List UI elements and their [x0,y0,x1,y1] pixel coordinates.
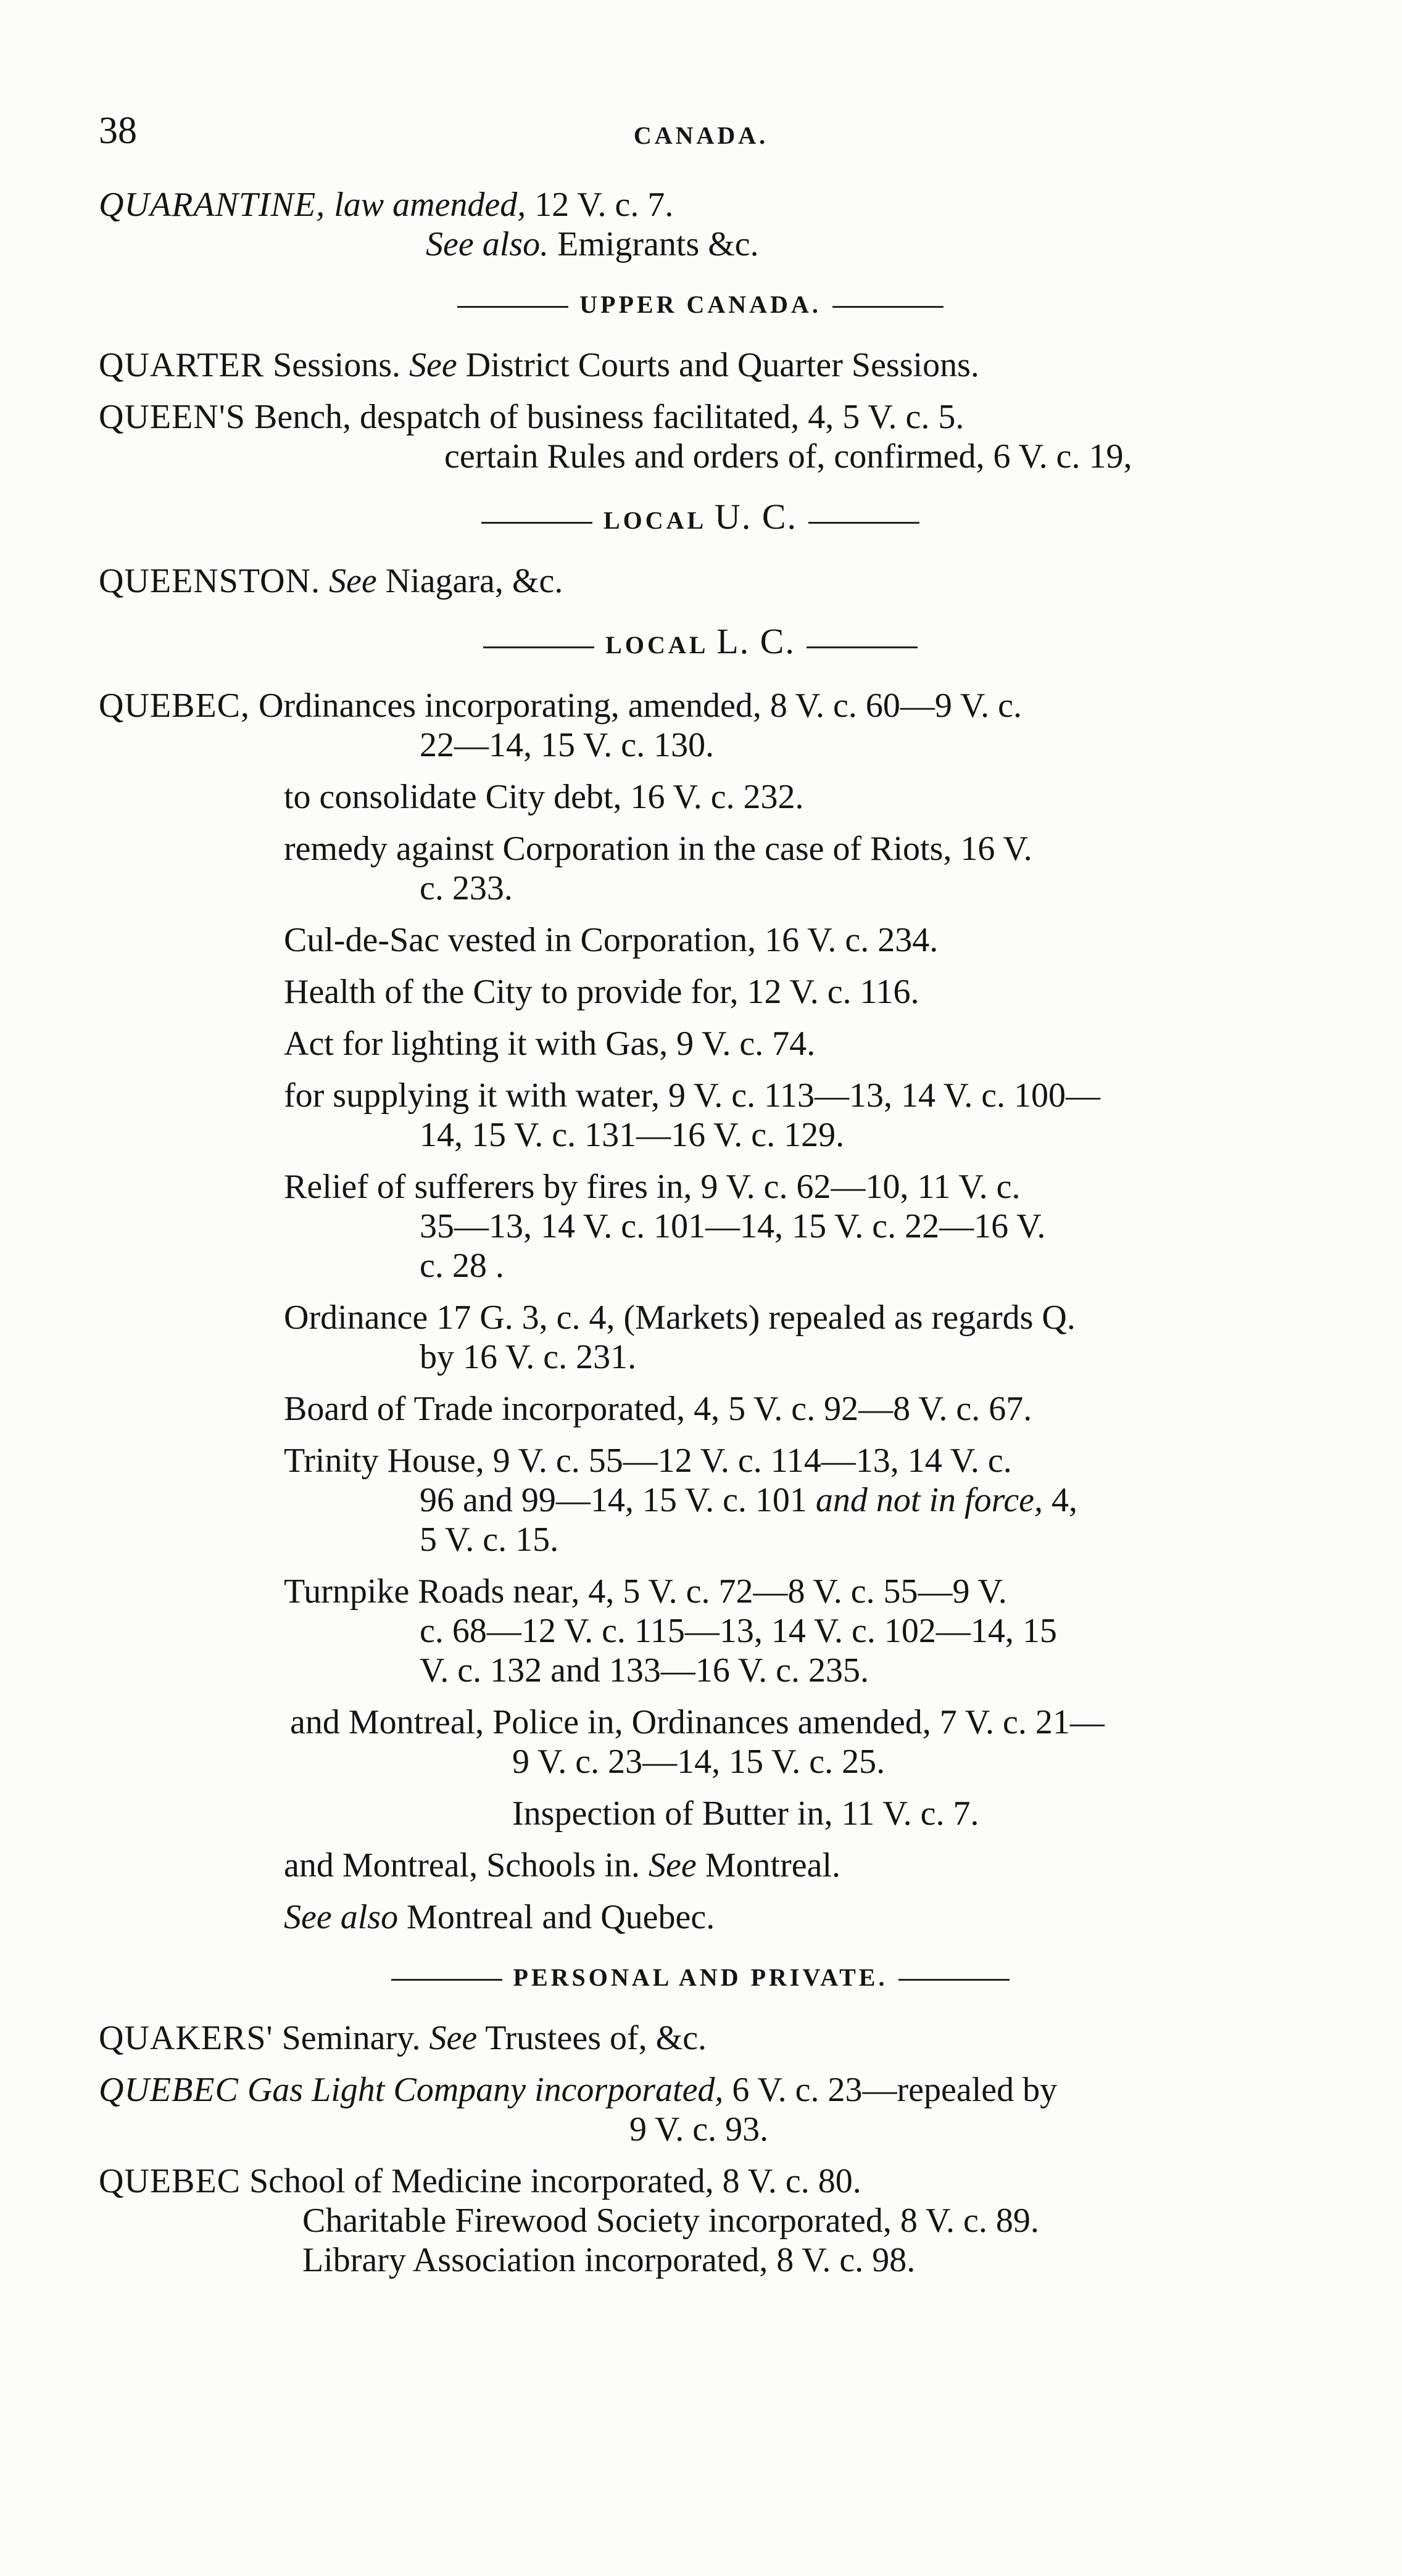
sub-text: and Montreal, Schools in. [284,1846,649,1885]
section-rule-left [483,646,594,648]
entry-head: QUEBEC [99,2162,241,2200]
page-header [99,111,1303,154]
section-local-uc [99,497,1302,540]
entry-head: QUEBEC, [99,687,250,725]
entry-quebec-gas-light [99,2070,1302,2149]
entry-text: law amended, [325,186,526,224]
running-title: CANADA. [633,122,769,149]
see-label: See [429,2019,478,2057]
index-content [99,185,1302,2292]
sub-line-cont: 14, 15 V. c. 131—16 V. c. 129. [420,1116,845,1154]
entry-subline: Library Association incorporated, 8 V. c. 98. [302,2241,916,2279]
see-also-label: See also. [426,225,549,263]
sub-line-cont: 5 V. c. 15. [420,1521,559,1559]
sub-line: Cul-de-Sac vested in Corporation, 16 V. c. 234. [284,921,939,959]
sub-line-cont: 35—13, 14 V. c. 101—14, 15 V. c. 22—16 V. [420,1207,1046,1245]
see-text: Montreal. [696,1846,841,1885]
entry-quebec-school [99,2161,1302,2280]
sub-trinity-house [284,1441,1302,1559]
section-big: L. C. [716,621,795,661]
entry-text: School of Medicine incorporated, 8 V. c. 80. [241,2162,861,2200]
sub-gas-lighting [284,1024,1302,1063]
entry-subline: certain Rules and orders of, confirmed, 6 V. c. 19, [444,437,1132,476]
sub-cul-de-sac [284,920,1302,960]
page-number: 38 [99,110,137,152]
entry-subline: Charitable Firewood Society incorporated, 8 V. c. 89. [302,2202,1039,2240]
section-rule-right [898,1979,1010,1981]
sub-line: remedy against Corporation in the case of Riots, 16 V. [284,830,1032,868]
sub-line: Ordinance 17 G. 3, c. 4, (Markets) repealed as regards Q. [284,1298,1076,1337]
sub-line-cont [420,1480,1302,1520]
sub-turnpike-roads [284,1572,1302,1690]
section-rule-left [481,522,592,524]
sub-water [284,1076,1302,1155]
entry-text-cont: 22—14, 15 V. c. 130. [420,726,715,764]
entry-text: Ordinances incorporating, amended, 8 V. c. 60—9 V. c. [250,687,1022,725]
entry-quakers [99,2018,1302,2058]
sub-line-cont: by 16 V. c. 231. [420,1338,637,1376]
sub-fires-relief [284,1167,1302,1286]
entry-text: 6 V. c. 23—repealed by [723,2071,1058,2109]
see-also-text: Emigrants &c. [549,225,759,263]
sub-line: Inspection of Butter in, 11 V. c. 7. [512,1794,979,1833]
section-rule-left [391,1979,502,1981]
sub-line: Health of the City to provide for, 12 V. c. 116. [284,973,919,1011]
section-rule-left [457,306,568,308]
sub-line-cont: 9 V. c. 23—14, 15 V. c. 25. [512,1743,886,1781]
see-text: Trustees of, &c. [477,2019,707,2057]
sub-line: to consolidate City debt, 16 V. c. 232. [284,778,804,816]
sub-board-of-trade [284,1389,1302,1429]
sub-montreal-police [290,1703,1302,1781]
entry-queenston [99,561,1302,601]
section-small: LOCAL [605,631,708,659]
sub-line-cont: c. 233. [420,869,513,907]
sub-line: Board of Trade incorporated, 4, 5 V. c. 92—8 V. c. 67. [284,1390,1032,1428]
entry-text: Sessions. [264,346,410,384]
sub-line: and Montreal, Police in, Ordinances amended, 7 V. c. 21— [290,1703,1105,1741]
entry-head: QUEEN'S [99,398,246,436]
sub-riots [284,829,1302,908]
see-also-label: See also [284,1898,399,1936]
entry-head: QUARANTINE, [99,186,326,224]
see-label: See [328,562,377,600]
sub-markets-ordinance [284,1298,1302,1377]
entry-ref: 12 V. c. 7. [526,186,674,224]
entry-head: QUARTER [99,346,265,384]
section-title: UPPER CANADA. [579,291,821,318]
entry-quarter [99,345,1302,385]
sub-text: 96 and 99—14, 15 V. c. 101 [420,1481,816,1519]
entry-text: Bench, despatch of business facilitated, 4, 5 V. c. 5. [245,398,964,436]
sub-text-italic: and not in force, [815,1481,1043,1519]
section-rule-right [807,646,918,648]
section-small: LOCAL [603,506,705,534]
see-label: See [409,346,457,384]
see-label: See [649,1846,697,1885]
section-upper-canada [99,285,1302,324]
sub-line-cont: V. c. 132 and 133—16 V. c. 235. [420,1651,869,1690]
sub-consolidate-debt [284,777,1302,817]
see-text: Niagara, &c. [376,562,563,600]
sub-health [284,972,1302,1012]
sub-text: 4, [1043,1481,1078,1519]
section-title: PERSONAL AND PRIVATE. [513,1963,888,1991]
entry-queens-bench [99,397,1302,476]
section-big: U. C. [714,497,798,537]
section-rule-right [808,522,919,524]
see-text: District Courts and Quarter Sessions. [457,346,979,384]
entry-quarantine [99,185,1302,264]
entry-text-italic: Gas Light Company incorporated, [238,2071,724,2109]
sub-line: Act for lighting it with Gas, 9 V. c. 74. [284,1025,816,1063]
sub-montreal-schools [284,1846,1302,1885]
section-local-lc [99,622,1302,665]
entry-head: QUEBEC [99,2071,239,2109]
sub-line-cont: c. 28 . [420,1247,504,1285]
sub-line: Turnpike Roads near, 4, 5 V. c. 72—8 V. c. 55—9 V. [284,1572,1007,1611]
section-personal-private [99,1958,1302,1997]
entry-quebec [99,686,1302,765]
sub-line: Relief of sufferers by fires in, 9 V. c. 62—10, 11 V. c. [284,1168,1021,1206]
entry-text-cont: 9 V. c. 93. [629,2110,769,2149]
entry-head: QUEENSTON. [99,562,320,600]
see-also-text: Montreal and Quebec. [398,1898,715,1936]
sub-butter-inspection [512,1794,1302,1833]
section-rule-right [832,306,944,308]
sub-line: for supplying it with water, 9 V. c. 113—13, 14 V. c. 100— [284,1076,1101,1115]
sub-line-cont: c. 68—12 V. c. 115—13, 14 V. c. 102—14, 15 [420,1612,1057,1650]
entry-head: QUAKERS' [99,2019,273,2057]
sub-line: Trinity House, 9 V. c. 55—12 V. c. 114—13, 14 V. c. [284,1442,1012,1480]
sub-see-also [284,1897,1302,1937]
entry-text: Seminary. [273,2019,429,2057]
